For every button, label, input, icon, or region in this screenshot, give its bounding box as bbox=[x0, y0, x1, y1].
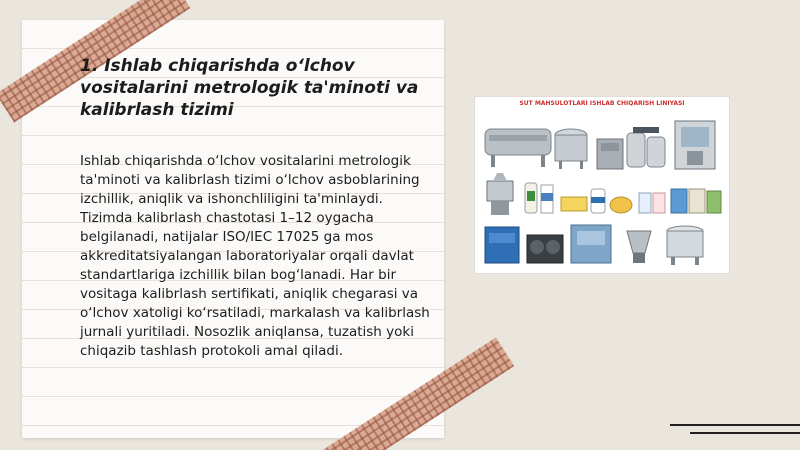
chiller-unit bbox=[485, 227, 519, 263]
product-boxes bbox=[671, 189, 721, 213]
decorative-line bbox=[690, 432, 800, 434]
milk-bottle bbox=[525, 183, 537, 213]
decorative-lines bbox=[670, 418, 800, 442]
equipment-illustration bbox=[475, 97, 730, 274]
slide-body-text: Ishlab chiqarishda o‘lchov vositalarini metrologik ta'minoti va kalibrlash tizimi o‘lchov asboblarining izchillik, aniqlik va ishonchliligini ta'minlaydi. Tizimda kalibrlash chastotasi 1–12 oygacha belgilanadi, natijalar ISO/IEC 17025 ga mos akkreditatsiyalangan laboratoriyalar orqali davlat standartlariga izchillik bilan bog‘lanadi. Har bir vositaga kalibrlash sertifikati, aniqlik chegarasi va o‘lchov xatoligi ko‘rsatiladi, markalash va kalibrlash jurnali yuritiladi. Nosozlik aniqlansa, tuzatish yoki chiqazib tashlash protokoli amal qiladi. bbox=[80, 153, 430, 359]
homogenizer bbox=[527, 235, 563, 263]
twin-tank-system bbox=[627, 127, 665, 167]
yogurt-cups bbox=[639, 193, 665, 213]
storage-vat bbox=[555, 129, 587, 169]
cream-separator bbox=[627, 231, 651, 263]
milk-carton bbox=[541, 185, 553, 213]
separator-unit bbox=[597, 139, 623, 169]
cheese-wheel bbox=[610, 197, 632, 213]
pasteurizer-tank bbox=[485, 129, 551, 167]
blow-molding-machine bbox=[571, 225, 611, 263]
cream-jar bbox=[591, 189, 605, 213]
filling-machine bbox=[487, 173, 513, 215]
butter-pack bbox=[561, 197, 587, 211]
decorative-line bbox=[670, 424, 800, 426]
mixing-tank bbox=[667, 226, 703, 265]
slide-heading: 1. Ishlab chiqarishda o‘lchov vositalarini metrologik ta'minoti va kalibrlash tizimi bbox=[80, 56, 419, 120]
image-caption: SUT MAHSULOTLARI ISHLAB CHIQARISH LINIYASI bbox=[519, 100, 685, 107]
packaging-machine bbox=[675, 121, 715, 169]
production-line-image bbox=[474, 96, 730, 274]
